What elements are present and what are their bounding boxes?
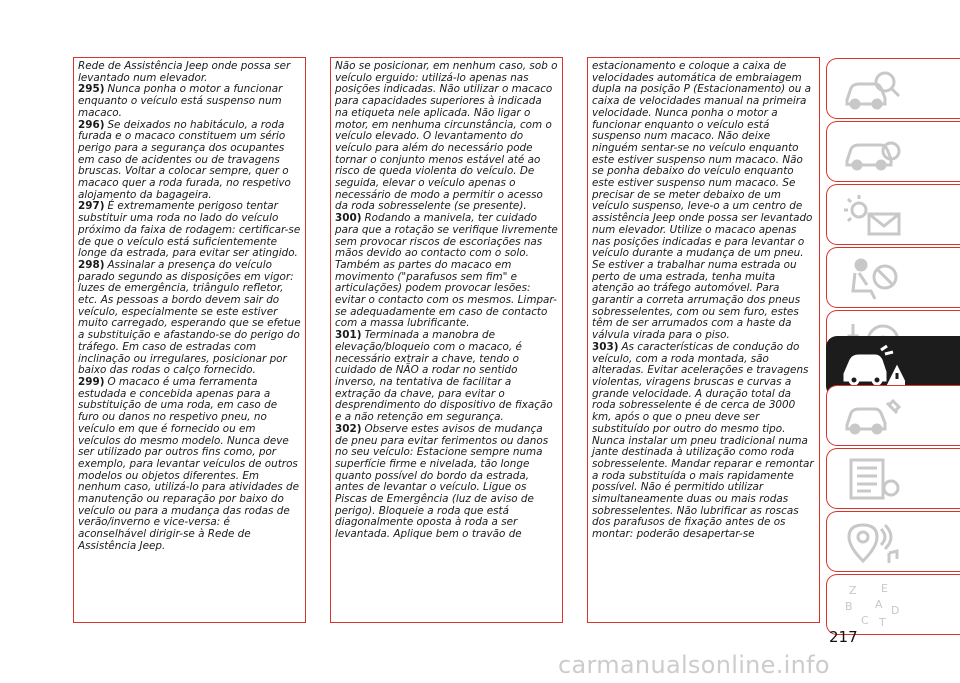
text-column-1: [73, 57, 306, 623]
warning-note: [335, 330, 558, 424]
technical-data-icon: [841, 456, 905, 502]
note-text: Se deixados no habitáculo, a roda furada e o macaco constituem um sério perigo para a segurança dos ocupantes em caso de acidentes ou de travagens bruscas. Voltar a colocar sempre, quer o macaco quer a roda furada, no respetivo alojamento da bagageira.: [78, 118, 291, 201]
tab-car-dashboard[interactable]: [826, 121, 960, 182]
text-column-2: [330, 57, 563, 623]
note-text: Rodando a manivela, ter cuidado para que a rotação se verifique livremente sem provocar riscos de escoriações nas mãos devido ao contacto com o solo. Também as partes do macaco em movimento ("parafusos sem fim" e articulações) podem provocar lesões: evitar o contacto com os mesmos. Limpar-se adequadamente em caso de contacto com a massa lubrificante.: [335, 212, 558, 330]
note-number: 295): [78, 83, 105, 96]
note-number: 296): [78, 118, 105, 131]
car-warning-icon: [841, 344, 905, 390]
tab-multimedia[interactable]: [826, 511, 960, 572]
note-text: O macaco é uma ferramenta estudada e concebida apenas para a substituição de uma roda, em caso de furo ou danos no respetivo pneu, no veículo em que é fornecido ou em veículos do mesmo modelo. Nunca deve ser utilizado par outros fins como, por exemplo, para levantar veículos de outros modelos ou objetos diferentes. Em nenhum caso, utilizá-lo para atividades de manutenção ou reparação por baixo do veículo ou para a mudança das rodas de verão/inverno e vice-versa: é aconselhável dirigir-se à Rede de Assistência Jeep.: [78, 375, 299, 552]
text-column-3: [587, 57, 820, 623]
note-text: É extremamente perigoso tentar substituir uma roda no lado do veículo próximo da faixa de rodagem: certificar-se de que o veículo está suficientemente longe da estrada, para evitar ser atingido.: [78, 200, 301, 260]
continued-paragraph: [78, 61, 301, 84]
svg-text:T: T: [879, 615, 886, 628]
note-text: Observe estes avisos de mudança de pneu para evitar ferimentos ou danos no seu veículo: Estacione sempre numa superfície firme e nivelada, tão longe quanto possível do bordo da estrada, antes de levantar o veículo. Ligue os Piscas de Emergência (luz de aviso de perigo). Bloqueie a roda que está diagonalmente oposta à roda a ser levantada. Aplique bem o travão de: [335, 422, 549, 541]
warning-note: [78, 377, 301, 553]
svg-text:Z: Z: [849, 583, 857, 597]
warning-note: [78, 260, 301, 377]
alphabetical-index-icon: [841, 582, 905, 628]
note-number: 298): [78, 258, 105, 271]
note-number: 297): [78, 200, 105, 213]
svg-text:A: A: [875, 597, 883, 611]
warning-note: [335, 424, 558, 541]
warning-note: [78, 120, 301, 202]
note-number: 302): [335, 422, 362, 435]
note-text: As características de condução do veículo, com a roda montada, são alteradas. Evitar acelerações e travagens violentas, viragens bruscas e curvas a grande velocidade. A duração total da roda sobresselente é de cerca de 3000 km, após o que o pneu deve ser substituído por outro do mesmo tipo. Nunca instalar um pneu tradicional numa jante destinada à utilização como roda sobresselente. Mandar reparar e remontar a roda substituída o mais rapidamente possível. Não é permitido utilizar simultaneamente duas ou mais rodas sobresselentes. Não lubrificar as roscas dos parafusos de fixação antes de os montar: poderão desapertar-se: [592, 340, 814, 541]
continued-paragraph: [592, 61, 815, 342]
warning-note: [78, 84, 301, 119]
multimedia-icon: [841, 519, 905, 565]
note-number: 303): [592, 340, 619, 353]
tab-car-search[interactable]: [826, 58, 960, 119]
note-number: 301): [335, 329, 362, 342]
warning-note: [335, 213, 558, 330]
note-text: Terminada a manobra de elevação/bloqueio com o macaco, é necessário extrair a chave, tendo o cuidado de NÃO a rodar no sentido inverso, na tentativa de facilitar a extração da chave, para evitar o desprendimento do dispositivo de fixação e a não retenção em segurança.: [335, 329, 553, 424]
note-number: 299): [78, 375, 105, 388]
svg-text:D: D: [891, 603, 900, 617]
svg-text:E: E: [881, 581, 888, 595]
seat-airbag-icon: [841, 255, 905, 301]
tab-seat-airbag[interactable]: [826, 247, 960, 308]
note-text: Nunca ponha o motor a funcionar enquanto o veículo está suspenso num macaco.: [78, 83, 283, 119]
watermark: carmanualsonline.info: [558, 651, 830, 679]
light-mail-icon: [841, 192, 905, 238]
tab-car-service[interactable]: [826, 385, 960, 446]
note-text: Rede de Assistência Jeep onde possa ser levantado num elevador.: [78, 60, 291, 84]
car-service-icon: [841, 393, 905, 439]
tab-light-mail[interactable]: [826, 184, 960, 245]
continued-paragraph: [335, 61, 558, 213]
svg-text:C: C: [861, 613, 869, 627]
car-search-icon: [841, 66, 905, 112]
note-number: 300): [335, 212, 362, 225]
page-number: 217: [829, 628, 858, 646]
warning-note: [592, 342, 815, 541]
warning-note: [78, 201, 301, 260]
note-text: Assinalar a presença do veículo parado segundo as disposições em vigor: luzes de emergência, triângulo refletor, etc. As pessoas a bordo devem sair do veículo, especialmente se este estiver muito carregado, esperando que se efetue a substituição e afastando-se do perigo do tráfego. Em caso de estradas com inclinação ou irregulares, posicionar por baixo das rodas o calço fornecido.: [78, 258, 301, 377]
note-text: estacionamento e coloque a caixa de velocidades automática de embraiagem dupla na posição P (Estacionamento) ou a caixa de velocidades manual na primeira velocidade. Nunca ponha o motor a funcionar enquanto o veículo está suspenso num macaco. Não deixe ninguém sentar-se no veículo enquanto este estiver suspenso num macaco. Não se ponha debaixo do veículo enquanto este estiver suspenso num macaco. Se precisar de se meter debaixo de um veículo suspenso, leve-o a um centro de assistência Jeep onde possa ser levantado num elevador. Utilize o macaco apenas nas posições indicadas e para levantar o veículo durante a mudança de um pneu. Se estiver a trabalhar numa estrada ou perto de uma estrada, tenha muita atenção ao tráfego automóvel. Para garantir a correta arrumação dos pneus sobresselentes, com ou sem furo, estes têm de ser arrumados com a haste da válvula virada para o piso.: [592, 60, 813, 342]
tab-technical-data[interactable]: [826, 448, 960, 509]
car-dashboard-icon: [841, 129, 905, 175]
svg-text:B: B: [845, 599, 853, 613]
tab-alphabetical-index[interactable]: [826, 574, 960, 635]
note-text: Não se posicionar, em nenhum caso, sob o veículo erguido: utilizá-lo apenas nas posições indicadas. Não utilizar o macaco para capacidades superiores à indicada na etiqueta nele aplicada. Não ligar o motor, em nenhuma circunstância, com o veículo elevado. O levantamento do veículo para além do necessário pode tornar o conjunto menos estável até ao risco de queda violenta do veículo. De seguida, elevar o veículo apenas o necessário de modo a permitir o acesso da roda sobresselente (se presente).: [335, 60, 558, 213]
